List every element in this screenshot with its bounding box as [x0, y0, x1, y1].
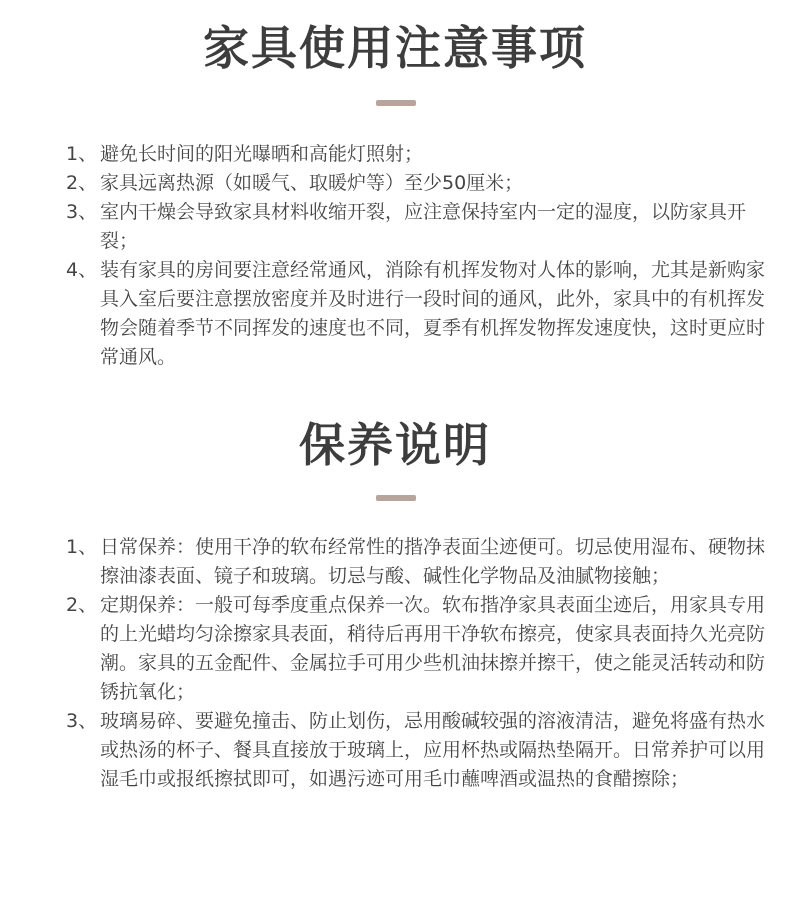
usage-item-3-number: 3、	[66, 201, 98, 223]
usage-item-4	[66, 256, 766, 372]
usage-item-4-text: 装有家具的房间要注意经常通风，消除有机挥发物对人体的影响，尤其是新购家具入室后要注意摆放密度并及时进行一段时间的通风，此外，家具中的有机挥发物会随着季节不同挥发的速度也不同，夏季有机挥发物挥发速度快，这时更应时常通风。	[100, 259, 766, 368]
care-item-1-text: 日常保养：使用干净的软布经常性的揩净表面尘迹便可。切忌使用湿布、硬物抹擦油漆表面、镜子和玻璃。切忌与酸、碱性化学物品及油腻物接触；	[100, 536, 766, 587]
usage-item-1-text: 避免长时间的阳光曝晒和高能灯照射；	[100, 143, 424, 165]
usage-item-4-number: 4、	[66, 259, 98, 281]
usage-item-1	[66, 140, 766, 169]
care-item-3-number: 3、	[66, 710, 98, 732]
care-title: 保养说明	[299, 418, 491, 472]
usage-list	[66, 140, 766, 372]
care-item-2-text: 定期保养：一般可每季度重点保养一次。软布揩净家具表面尘迹后，用家具专用的上光蜡均匀涂擦家具表面，稍待后再用干净软布擦亮，使家具表面持久光亮防潮。家具的五金配件、金属拉手可用少些机油抹擦并擦干，使之能灵活转动和防锈抗氧化；	[100, 594, 766, 703]
usage-item-2-number: 2、	[66, 172, 98, 194]
care-item-3-text: 玻璃易碎、要避免撞击、防止划伤，忌用酸碱较强的溶液清洁，避免将盛有热水或热汤的杯子、餐具直接放于玻璃上，应用杯热或隔热垫隔开。日常养护可以用湿毛巾或报纸擦拭即可，如遇污迹可用毛巾蘸啤酒或温热的食醋擦除；	[100, 710, 766, 790]
care-item-1-number: 1、	[66, 536, 98, 558]
care-list	[66, 533, 766, 794]
usage-item-2-text: 家具远离热源（如暖气、取暖炉等）至少50厘米；	[100, 172, 524, 194]
care-item-3	[66, 707, 766, 794]
usage-item-3	[66, 198, 766, 256]
usage-item-3-text: 室内干燥会导致家具材料收缩开裂，应注意保持室内一定的湿度，以防家具开裂；	[100, 201, 747, 252]
care-item-1	[66, 533, 766, 591]
usage-title: 家具使用注意事项	[203, 21, 587, 75]
usage-item-1-number: 1、	[66, 143, 98, 165]
usage-title-divider	[376, 100, 416, 106]
care-item-2-number: 2、	[66, 594, 98, 616]
care-item-2	[66, 591, 766, 707]
usage-item-2	[66, 169, 766, 198]
care-title-divider	[376, 495, 416, 501]
